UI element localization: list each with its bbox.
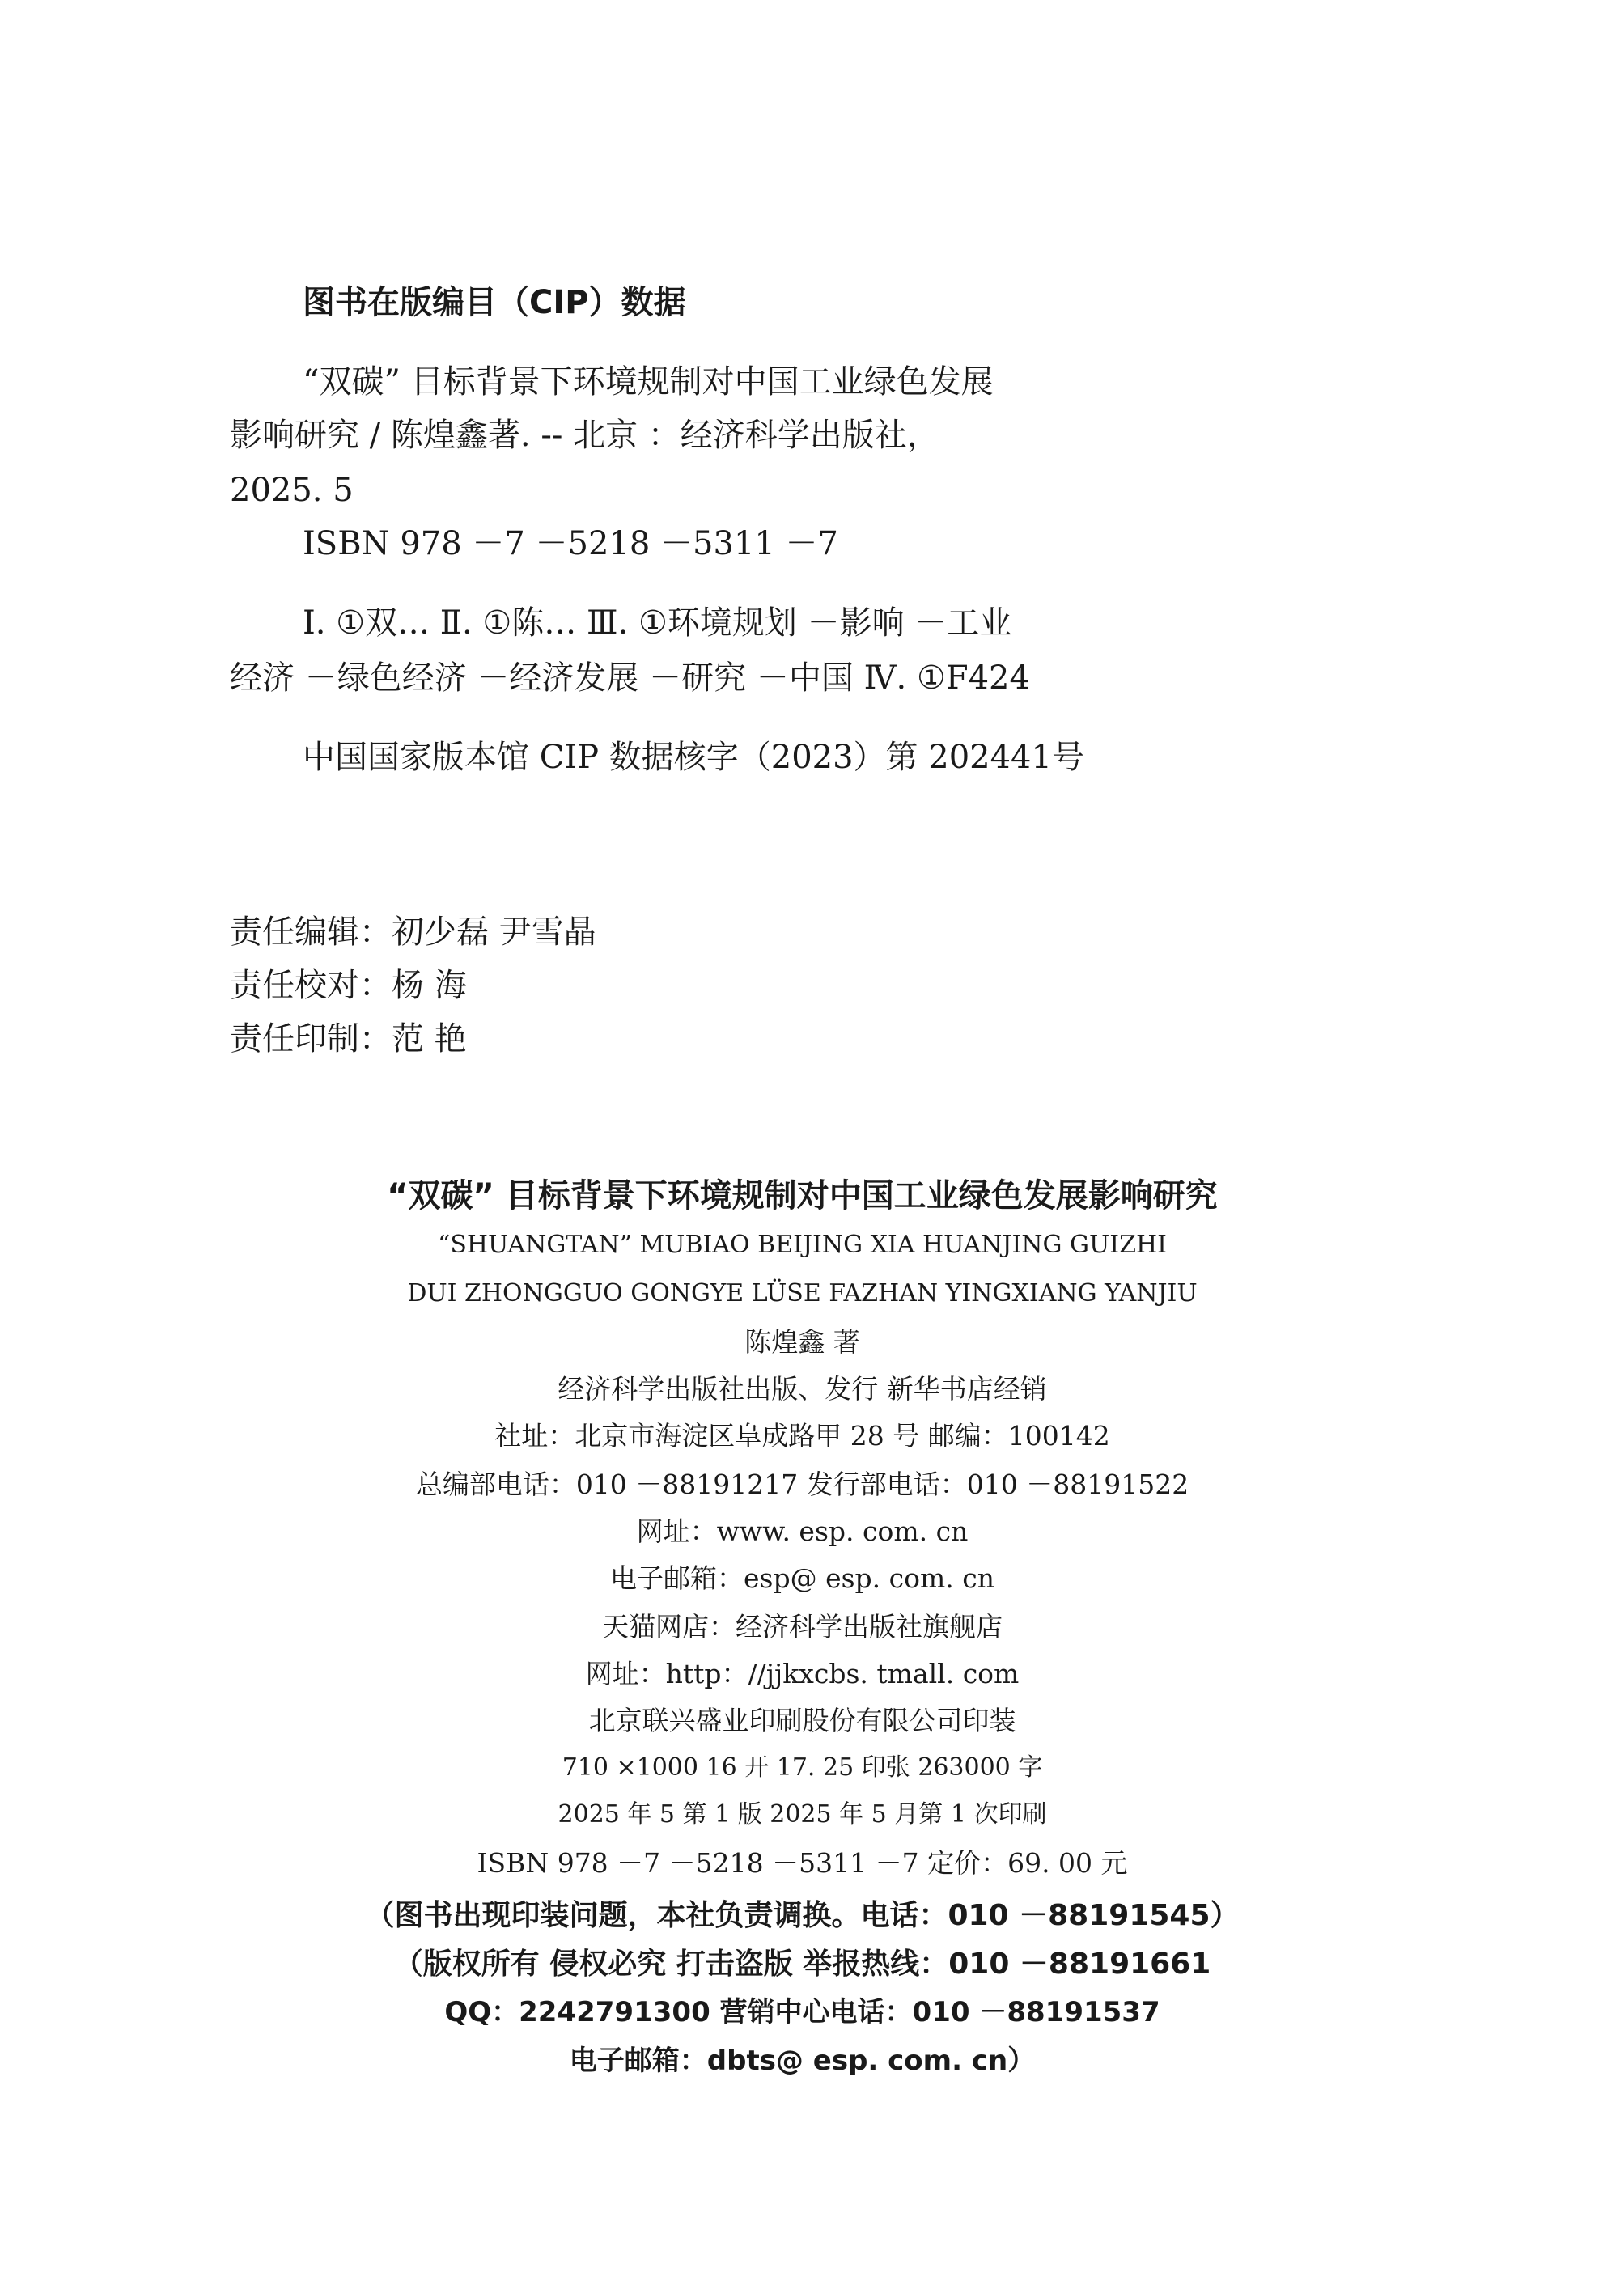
cip-title-line-2: 影响研究 / 陈煌鑫著. -- 北京 ：经济科学出版社， — [230, 417, 939, 454]
colophon-pinyin-line-2: DUI ZHONGGUO GONGYE LÜSE FAZHAN YINGXIANG YANJIU — [407, 1279, 1198, 1308]
colophon-website: 网址：www. esp. com. cn — [636, 1515, 969, 1547]
colophon-notice-line-3: QQ：2242791300 营销中心电话：010 －88191537 — [444, 1996, 1160, 2028]
colophon-tmall-store: 天猫网店：经济科学出版社旗舰店 — [602, 1611, 1003, 1642]
responsible-printing: 责任印制：范 艳 — [230, 1020, 467, 1057]
colophon-format: 710 ×1000 16 开 17. 25 印张 263000 字 — [562, 1753, 1043, 1782]
cip-title-line-3: 2025. 5 — [230, 472, 354, 509]
cip-record-number: 中国国家版本馆 CIP 数据核字（2023）第 202441号 — [303, 739, 1084, 776]
colophon-notice-line-4: 电子邮箱：dbts@ esp. com. cn） — [569, 2045, 1036, 2077]
cip-heading: 图书在版编目（CIP）数据 — [303, 284, 686, 321]
colophon-publisher: 经济科学出版社出版、发行 新华书店经销 — [558, 1373, 1047, 1405]
cip-subject-line-2: 经济 －绿色经济 －经济发展 －研究 －中国 Ⅳ. ①F424 — [230, 659, 1030, 697]
colophon-author: 陈煌鑫 著 — [744, 1326, 860, 1358]
cip-isbn: ISBN 978 －7 －5218 －5311 －7 — [303, 525, 839, 562]
colophon-notice-line-1: （图书出现印装问题，本社负责调换。电话：010 －88191545） — [365, 1899, 1240, 1932]
responsible-proofreader: 责任校对：杨 海 — [230, 967, 467, 1004]
colophon-address: 社址：北京市海淀区阜成路甲 28 号 邮编：100142 — [494, 1420, 1110, 1452]
colophon-phones: 总编部电话：010 －88191217 发行部电话：010 －88191522 — [415, 1469, 1189, 1500]
colophon-email: 电子邮箱：esp@ esp. com. cn — [609, 1562, 994, 1594]
colophon-edition: 2025 年 5 第 1 版 2025 年 5 月第 1 次印刷 — [558, 1800, 1047, 1829]
responsible-editor: 责任编辑：初少磊 尹雪晶 — [230, 913, 596, 951]
colophon-isbn-price: ISBN 978 －7 －5218 －5311 －7 定价：69. 00 元 — [477, 1847, 1128, 1879]
cip-subject-line-1: Ⅰ. ①双… Ⅱ. ①陈… Ⅲ. ①环境规划 －影响 －工业 — [303, 604, 1012, 642]
colophon-printer: 北京联兴盛业印刷股份有限公司印装 — [588, 1705, 1016, 1736]
colophon-notice-line-2: （版权所有 侵权必究 打击盗版 举报热线：010 －88191661 — [393, 1948, 1211, 1981]
colophon-title: “双碳” 目标背景下环境规制对中国工业绿色发展影响研究 — [387, 1177, 1218, 1214]
colophon-pinyin-line-1: “SHUANGTAN” MUBIAO BEIJING XIA HUANJING GUIZHI — [438, 1231, 1167, 1259]
colophon-tmall-url: 网址：http：//jjkxcbs. tmall. com — [585, 1658, 1020, 1689]
cip-title-line-1: “双碳” 目标背景下环境规制对中国工业绿色发展 — [303, 363, 994, 401]
